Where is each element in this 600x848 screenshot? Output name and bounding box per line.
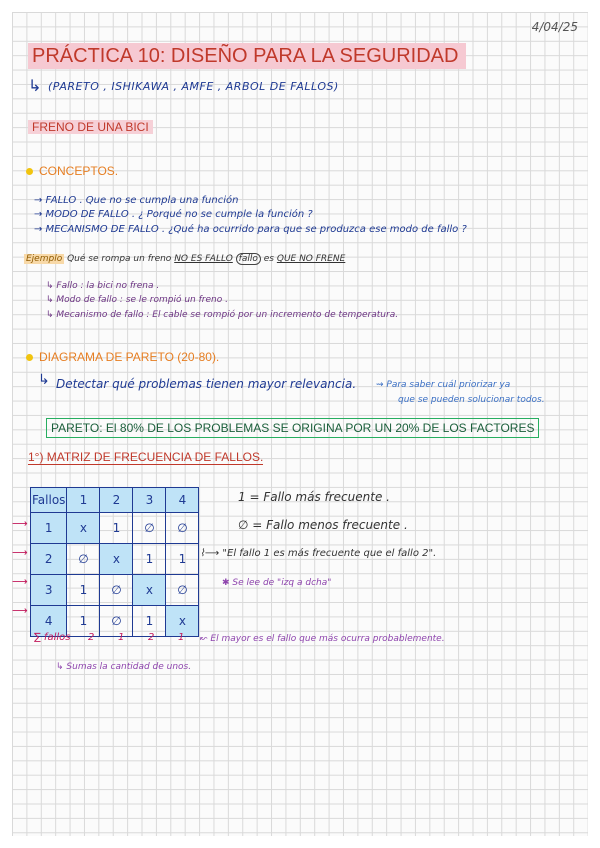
matrix-header-cell: 3 xyxy=(133,488,166,513)
row-arrow-icon: ⟶ xyxy=(12,604,28,617)
conceptos-heading: CONCEPTOS. xyxy=(26,164,118,178)
example-boxed-3: QUE NO FRENE xyxy=(276,254,346,264)
sum-value: 1 xyxy=(178,632,185,643)
matrix-cell: 1 xyxy=(100,513,133,544)
sum-value: 2 xyxy=(148,632,155,643)
subtitle: (PARETO , ISHIKAWA , AMFE , ARBOL DE FALLOS) xyxy=(48,80,339,93)
page-title: PRÁCTICA 10: DISEÑO PARA LA SEGURIDAD xyxy=(28,43,466,69)
sum-footnote: ↳ Sumas la cantidad de unos. xyxy=(56,662,192,672)
matrix-header-cell: Fallos xyxy=(31,488,67,513)
matrix-cell: ∅ xyxy=(133,513,166,544)
matrix-cell: x xyxy=(166,606,199,637)
matrix-cell: 1 xyxy=(166,544,199,575)
matrix-title: 1°) MATRIZ DE FRECUENCIA DE FALLOS. xyxy=(28,450,264,464)
concept-item-modo: → MODO DE FALLO . ¿ Porqué no se cumple la función ? xyxy=(34,209,313,220)
matrix-quote: ⌇⟶ "El fallo 1 es más frecuente que el fallo 2". xyxy=(200,548,437,559)
matrix-row-label: 4 xyxy=(31,606,67,637)
legend-empty: ∅ = Fallo menos frecuente . xyxy=(238,518,408,532)
example-boxed-1: NO ES FALLO xyxy=(174,254,233,264)
example-text-2: es xyxy=(263,254,274,264)
example-line xyxy=(24,254,345,264)
matrix-cell: x xyxy=(67,513,100,544)
pareto-note-1: ⇝ Para saber cuál priorizar ya xyxy=(376,380,511,390)
row-arrow-icon: ⟶ xyxy=(12,575,28,588)
sum-note: ↜ El mayor es el fallo que más ocurra probablemente. xyxy=(200,634,445,644)
row-arrow-icon: ⟶ xyxy=(12,546,28,559)
matrix-cell: 1 xyxy=(133,606,166,637)
matrix-row xyxy=(31,575,199,606)
bike-heading: FRENO DE UNA BICI xyxy=(28,120,153,134)
example-item-modo: ↳ Modo de fallo : se le rompió un freno . xyxy=(46,295,228,305)
example-text-1: Qué se rompa un freno xyxy=(67,254,172,264)
matrix-cell: x xyxy=(100,544,133,575)
sum-value: 1 xyxy=(118,632,125,643)
sum-label: ∑ fallos xyxy=(34,632,71,643)
matrix-row xyxy=(31,513,199,544)
matrix-cell: ∅ xyxy=(100,575,133,606)
date-note: 4/04/25 xyxy=(531,20,578,34)
row-arrow-icon: ⟶ xyxy=(12,517,28,530)
matrix-row-label: 1 xyxy=(31,513,67,544)
matrix-row-label: 2 xyxy=(31,544,67,575)
matrix-row-label: 3 xyxy=(31,575,67,606)
matrix-cell: x xyxy=(133,575,166,606)
matrix-cell: ∅ xyxy=(100,606,133,637)
concept-item-mecanismo: → MECANISMO DE FALLO . ¿Qué ha ocurrido para que se produzca ese modo de fallo ? xyxy=(34,224,467,235)
example-item-mecanismo: ↳ Mecanismo de fallo : El cable se rompió por un incremento de temperatura. xyxy=(46,310,399,320)
curve-arrow-icon: ↳ xyxy=(38,372,50,388)
pareto-definition-box: PARETO: El 80% DE LOS PROBLEMAS SE ORIGINA POR UN 20% DE LOS FACTORES xyxy=(46,418,539,438)
bullet-dot-icon xyxy=(26,354,33,361)
matrix-cell: ∅ xyxy=(166,575,199,606)
curve-arrow-icon: ↳ xyxy=(28,76,42,95)
bullet-dot-icon xyxy=(26,168,33,175)
pareto-note-2: que se pueden solucionar todos. xyxy=(398,395,545,405)
example-boxed-2: fallo xyxy=(236,253,261,265)
matrix-cell: ∅ xyxy=(166,513,199,544)
matrix-cell: 1 xyxy=(67,575,100,606)
pareto-line: Detectar qué problemas tienen mayor relevancia. xyxy=(56,377,357,391)
matrix-cell: ∅ xyxy=(67,544,100,575)
example-label: Ejemplo xyxy=(26,254,63,264)
matrix-cell: 1 xyxy=(133,544,166,575)
pareto-heading: DIAGRAMA DE PARETO (20-80). xyxy=(26,350,219,364)
matrix-cell: 1 xyxy=(67,606,100,637)
matrix-header-cell: 4 xyxy=(166,488,199,513)
legend-one: 1 = Fallo más frecuente . xyxy=(238,490,390,504)
read-note: ✱ Se lee de "izq a dcha" xyxy=(222,578,332,588)
concept-item-fallo: → FALLO . Que no se cumpla una función xyxy=(34,195,239,206)
sum-value: 2 xyxy=(88,632,95,643)
matrix-header-cell: 2 xyxy=(100,488,133,513)
matrix-row xyxy=(31,544,199,575)
frequency-matrix xyxy=(30,487,199,637)
matrix-header-cell: 1 xyxy=(67,488,100,513)
example-item-fallo: ↳ Fallo : la bici no frena . xyxy=(46,281,160,291)
